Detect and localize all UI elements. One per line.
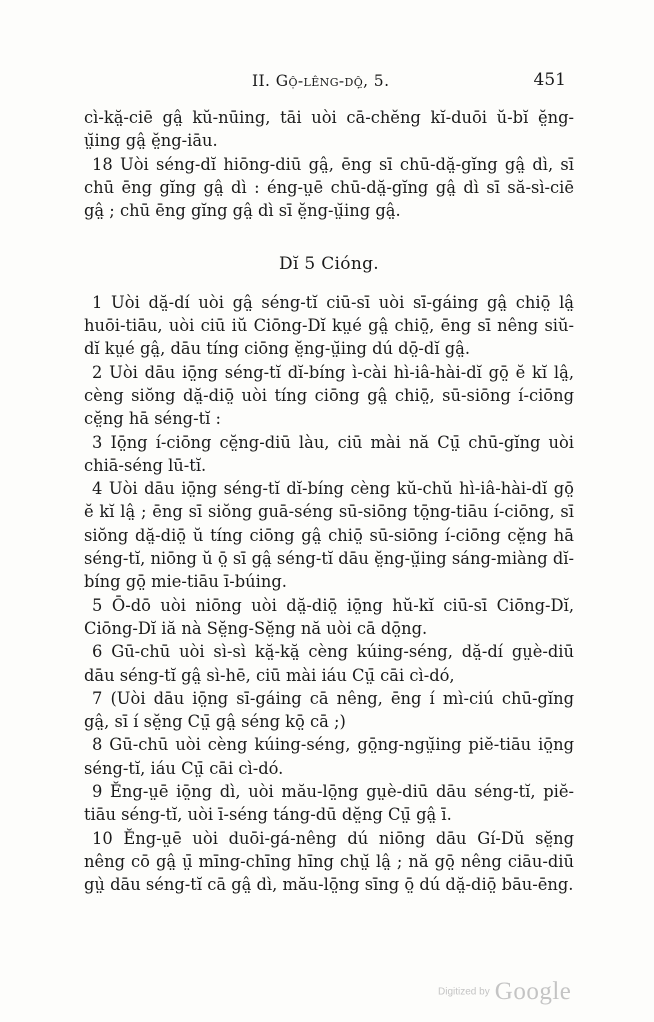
verse-9: 9 Ĕng-ṳē iō̤ng dì, uòi mău-lō̤ng gṳè-diū dāu séng-tĭ, piĕ-tiāu séng-tĭ, uòi ī-séng táng-dū dĕ̤ng Cṳ̄ gâ̤ ī. [84, 782, 574, 825]
verse-8: 8 Gū-chū uòi cèng kúing-séng, gō̤ng-ngṳ̆ing piĕ-tiāu iō̤ng séng-tĭ, iáu Cṳ̄ cāi cì-dó. [84, 735, 574, 778]
verse-5: 5 Ō-dō uòi niōng uòi dă̤-diō̤ iō̤ng hŭ-kĭ ciū-sī Ciōng-Dĭ, Ciōng-Dĭ iă nà Sĕ̤ng-Sĕ̤ng nă uòi cā dō̤ng. [84, 595, 574, 638]
paragraph-continuation: cì-kă̤-ciē gâ̤ kŭ-nūing, tāi uòi cā-chĕng kĭ-duōi ŭ-bĭ ĕ̤ng-ṳ̆ing gâ̤ ĕ̤ng-iāu. [84, 108, 574, 151]
verse-3: 3 Iō̤ng í-ciōng cĕ̤ng-diū làu, ciū mài nă Cṳ̄ chū-gĭng uòi chiā-séng lū-tĭ. [84, 432, 574, 475]
digitized-by-google-watermark [438, 978, 578, 1008]
verse-1: 1 Uòi dă̤-dí uòi gâ̤ séng-tĭ ciū-sī uòi sī-gáing gâ̤ chiō̤ lâ̤ huōi-tiāu, uòi ciū iŭ Ciōng-Dĭ kṳé gâ̤ chiō̤, ēng sī nêng siŭ-dĭ kṳé gâ̤, dāu tíng ciōng ĕ̤ng-ṳ̆ing dú dō̤-dĭ gâ̤. [84, 292, 574, 359]
google-logo: Google [494, 978, 572, 1005]
digitized-by-label: Digitized by [438, 986, 490, 998]
page-number: 451 [533, 70, 566, 90]
chapter-heading: Dĭ 5 Cióng. [279, 254, 379, 275]
running-head: II. Gộ-lêng-dộ̤, 5. [252, 72, 390, 90]
verse-4: 4 Uòi dāu iō̤ng séng-tĭ dĭ-bíng cèng kŭ-chŭ hì-iâ-hài-dĭ gō̤ ĕ kĭ lâ̤ ; ēng sī siŏng guā-séng sū-siōng tō̤ng-tiāu í-ciōng, sī siŏng dă̤-diō̤ ŭ tíng ciōng gâ̤ chiō̤ sū-siōng í-ciōng cĕ̤ng hā séng-tĭ, niōng ŭ ō̤ sī gâ̤ séng-tĭ dāu ĕ̤ng-ṳ̆ing sáng-miàng dĭ-bíng gō̤ mie-tiāu ī-búing. [84, 479, 574, 592]
verse-2: 2 Uòi dāu iō̤ng séng-tĭ dĭ-bíng ì-cài hì-iâ-hài-dĭ gō̤ ĕ kĭ lâ̤, cèng siŏng dă̤-diō̤ uòi tíng ciōng gâ̤ chiō̤, sū-siōng í-ciōng cĕ̤ng hā séng-tĭ : [84, 362, 574, 429]
verse-10: 10 Ĕng-ṳē uòi duōi-gá-nêng dú niōng dāu Gí-Dŭ sĕ̤ng nêng cō gâ̤ ṳ̄ mīng-chīng hīng chṳ̆ lâ̤ ; nă gō̤ nêng ciāu-diū gṳ̀ dāu séng-tĭ cā gâ̤ dì, mău-lō̤ng sīng ō̤ dú dă̤-diō̤ bāu-ēng. [84, 828, 574, 895]
page-header [0, 72, 654, 96]
verse-18: 18 Uòi séng-dĭ hiōng-diū gâ̤, ēng sī chū-dă̤-gĭng gâ̤ dì, sī chū ēng gĭng gâ̤ dì : éng-ṳē chū-dă̤-gĭng gâ̤ dì sī să-sì-ciē gâ̤ ; chū ēng gĭng gâ̤ dì sī ĕ̤ng-ṳ̆ing gâ̤. [84, 154, 574, 221]
verse-6: 6 Gū-chū uòi sì-sì kă̤-kă̤ cèng kúing-séng, dă̤-dí gṳè-diū dāu séng-tĭ gâ̤ sì-hē, ciū mài iáu Cṳ̄ cāi cì-dó, [84, 642, 574, 685]
body-text [84, 106, 574, 897]
verse-7: 7 (Uòi dāu iō̤ng sī-gáing cā nêng, ēng í mì-ciú chū-gĭng gâ̤, sī í sĕ̤ng Cṳ̄ gâ̤ séng kō̤ cā ;) [84, 688, 574, 732]
